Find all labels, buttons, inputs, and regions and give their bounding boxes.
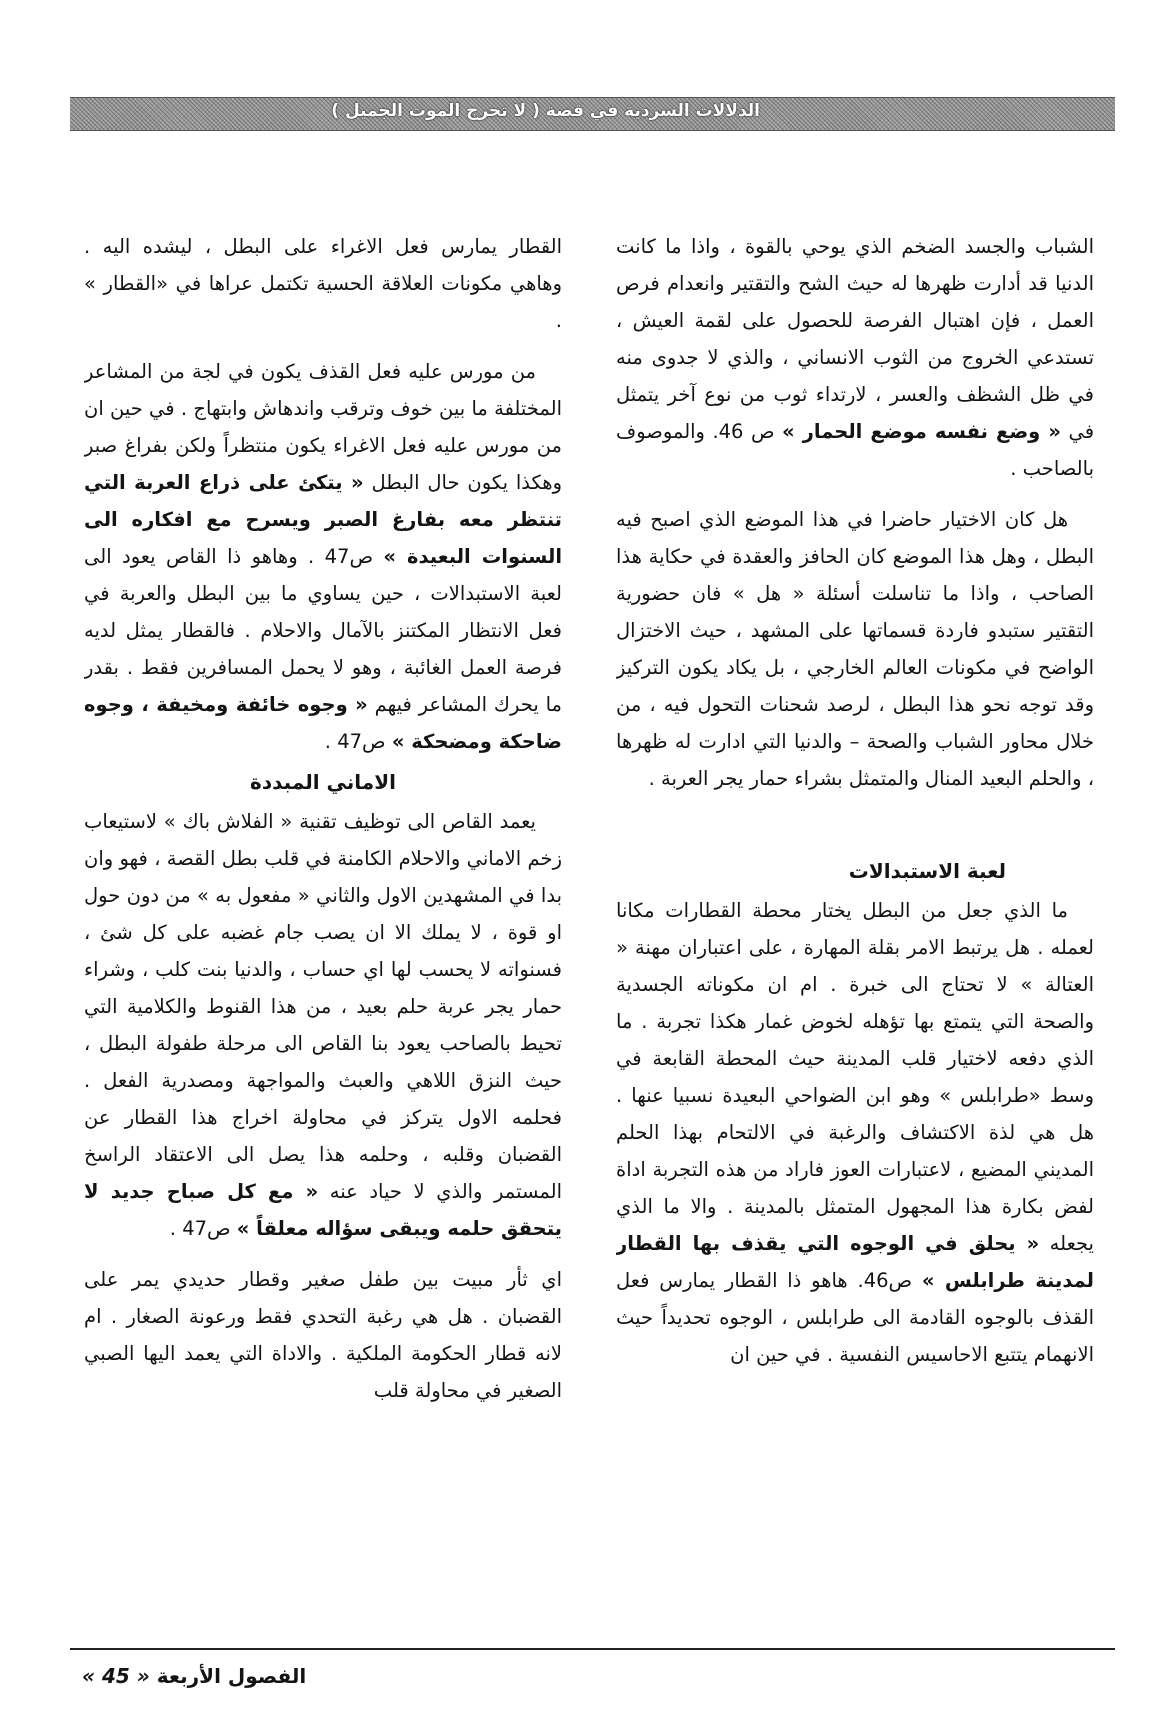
section-heading: الاماني المبددة [250, 770, 396, 794]
paragraph-text: ص47 . [169, 1217, 231, 1240]
text-column-right [616, 228, 1094, 1608]
paragraph-text: ص47 . وهاهو ذا القاص يعود الى لعبة الاستبدالات ، حين يساوي ما بين البطل والعربة في فعل الانتظار المكتنز بالآمال والاحلام . فالقطار يمثل لديه فرصة العمل الغائبة ، وهو لا يحمل المسافرين فقط . بقدر ما يحرك المشاعر فيهم [84, 545, 562, 716]
magazine-name: الفصول الأربعة [156, 1664, 307, 1688]
quoted-excerpt: « وجوه خائفة ومخيفة ، وجوه ضاحكة ومضحكة » [84, 693, 562, 753]
paragraph-text: ص46. هاهو ذا القطار يمارس فعل القذف بالوجوه القادمة الى طرابلس ، الوجوه تحديداً حيث الانهمام يتتبع الاحاسيس النفسية . في حين ان [616, 1269, 1094, 1366]
paragraph [616, 892, 1094, 1373]
section-heading: لعبة الاستبدالات [848, 859, 1006, 883]
paragraph-text: ما الذي جعل من البطل يختار محطة القطارات مكانا لعمله . هل يرتبط الامر بقلة المهارة ، على اعتباران مهنة « العتالة » لا تحتاج الى خبرة . ام ان مكوناته الجسدية والصحة التي يتمتع بها تؤهله لخوض غمار هكذا تجربة . ما الذي دفعه لاختيار قلب المدينة حيث المحطة القابعة في وسط «طرابلس » وهو ابن الضواحي البعيدة نسبيا عنها . هل هي لذة الاكتشاف والرغبة في الالتحام بهذا الحلم المديني المضيع ، لاعتبارات العوز فاراد من هذه التجربة اداة لفض بكارة هذا المجهول المتمثل بالمدينة . والا ما الذي يجعله [616, 899, 1094, 1255]
running-header-band [70, 97, 1115, 131]
paragraph [84, 353, 562, 760]
paragraph-text: ص 46. والموصوف بالصاحب . [616, 420, 1094, 480]
quoted-excerpt: « مع كل صباح جديد لا يتحقق حلمه ويبقى سؤاله معلقاً » [84, 1180, 562, 1240]
paragraph-text: ص47 . [324, 730, 386, 753]
paragraph-text: يعمد القاص الى توظيف تقنية « الفلاش باك » لاستيعاب زخم الاماني والاحلام الكامنة في قلب بطل القصة ، فهو وان بدا في المشهدين الاول والثاني « مفعول به » من دون حول او قوة ، لا يملك الا ان يصب جام غضبه على كل شئ ، فسنواته لا يحسب لها اي حساب ، والدنيا بنت كلب ، وشراء حمار يجر عربة حلم بعيد ، من هذا القنوط والكلامية التي تحيط بالصاحب يعود بنا القاص الى مرحلة طفولة البطل ، حيث النزق اللاهي والعبث والمواجهة ومصدرية الفعل . فحلمه الاول يتركز في محاولة اخراج هذا القطار عن القضبان وقلبه ، وحلمه هذا يصل الى الاعتقاد الراسخ المستمر والذي لا حياد عنه [84, 810, 562, 1203]
paragraph-text: من مورس عليه فعل القذف يكون في لجة من المشاعر المختلفة ما بين خوف وترقب واندهاش وابتهاج . في حين ان من مورس عليه فعل الاغراء يكون منتظراً ولكن بفراغ صبر وهكذا يكون حال البطل [84, 360, 562, 494]
paragraph: القطار يمارس فعل الاغراء على البطل ، ليشده اليه . وهاهي مكونات العلاقة الحسية تكتمل عراها في «القطار » . [84, 235, 562, 332]
quoted-excerpt: « يتكئ على ذراع العربة التي تنتظر معه بفارغ الصبر ويسرح مع افكاره الى السنوات البعيدة » [84, 471, 562, 568]
running-header-title: الدلالات السردية في قصة ( لا تحرج الموت الجميل ) [331, 101, 760, 121]
page-number: « 45 » [82, 1664, 150, 1688]
paragraph [84, 803, 562, 1247]
text-column-left [84, 228, 562, 1608]
footer-divider [70, 1648, 1115, 1650]
paragraph: هل كان الاختيار حاضرا في هذا الموضع الذي اصبح فيه البطل ، وهل هذا الموضع كان الحافز والعقدة في حكاية هذا الصاحب ، واذا ما تناسلت أسئلة « هل » فان حضورية التقتير ستبدو فاردة قسماتها على المشهد ، حيث الاختزال الواضح في مكونات العالم الخارجي ، بل يكاد يكون التركيز وقد توجه نحو هذا البطل ، لرصد شحنات التحول فيه ، من خلال محاور الشباب والصحة – والدنيا التي ادارت له ظهرها ، والحلم البعيد المنال والمتمثل بشراء حمار يجر العربة . [616, 508, 1094, 790]
paragraph-text: الشباب والجسد الضخم الذي يوحي بالقوة ، واذا ما كانت الدنيا قد أدارت ظهرها له حيث الشح والتقتير وانعدام فرص العمل ، فإن اهتبال الفرصة للحصول على لقمة العيش ، تستدعي الخروج من الثوب الانساني ، والذي لا جدوى منه في ظل الشظف والعسر ، لارتداء ثوب من نوع آخر يتمثل في [616, 235, 1094, 443]
paragraph: اي ثأر مبيت بين طفل صغير وقطار حديدي يمر على القضبان . هل هي رغبة التحدي فقط ورعونة الصغار . ام لانه قطار الحكومة الملكية . والاداة التي يعمد اليها الصبي الصغير في محاولة قلب [84, 1268, 562, 1402]
paragraph [616, 228, 1094, 487]
page-footer [82, 1664, 306, 1688]
quoted-excerpt: « يحلق في الوجوه التي يقذف بها القطار لمدينة طرابلس » [616, 1232, 1094, 1292]
quoted-excerpt: « وضع نفسه موضع الحمار » [782, 420, 1061, 443]
